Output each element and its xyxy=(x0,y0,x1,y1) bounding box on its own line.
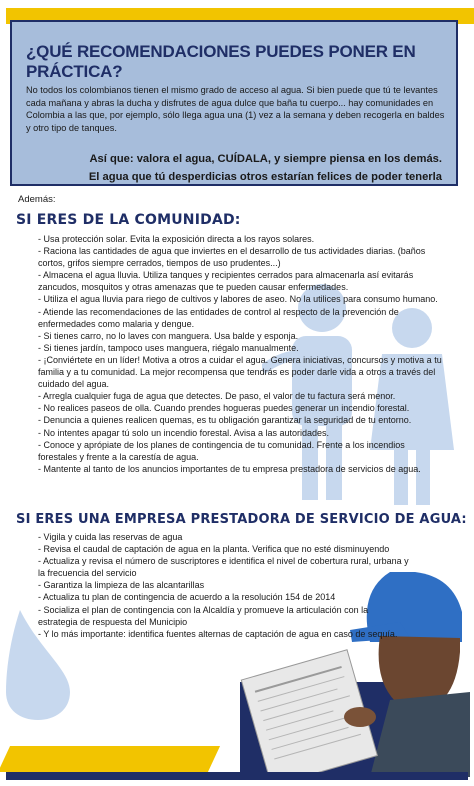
list-item: - Revisa el caudal de captación de agua en la planta. Verifica que no esté disminuyendo xyxy=(38,544,390,555)
list-item: - Denuncia a quienes realicen quemas, es tu obligación garantizar la seguridad de tu entorno. xyxy=(38,415,412,426)
list-item: - Si tienes jardín, tampoco uses manguera, riégalo manualmente. xyxy=(38,342,299,353)
header-paragraph: No todos los colombianos tienen el mismo grado de acceso al agua. Si bien puede que tú te levantes cada mañana y abras la ducha y disfrutes de agua dulce que baña tu cuerpo... hay comunidades en Colombia a las que, por ejemplo, sólo llega agua una (1) vez a la semana y deben recogerla en baldes y otro tipo de tanques. xyxy=(26,85,445,133)
call-line-1: Así que: valora el agua, CUÍDALA, y siempre piensa en los demás. xyxy=(89,153,442,165)
list-item: - Si tienes carro, no lo laves con manguera. Usa balde y esponja. xyxy=(38,330,299,341)
ademas-label: Además: xyxy=(18,194,56,205)
list-item: - Arregla cualquier fuga de agua que detectes. De paso, el valor de tu factura será menor. xyxy=(38,391,396,402)
header-title: ¿QUÉ RECOMENDACIONES PUEDES PONER EN PRÁCTICA? xyxy=(26,42,416,81)
list-item: - No realices paseos de olla. Cuando prendes hogueras puedes generar un incendio forestal. xyxy=(38,403,410,414)
community-list xyxy=(38,233,442,475)
bottom-yellow-stripe xyxy=(0,746,220,772)
list-item: - Vigila y cuida las reservas de agua xyxy=(38,532,183,542)
list-item: - Usa protección solar. Evita la exposición directa a los rayos solares. xyxy=(38,234,315,244)
bottom-navy-stripe xyxy=(6,772,468,780)
list-item: - Mantente al tanto de los anuncios importantes de tu empresa prestadora de servicios de agua. xyxy=(38,463,421,474)
call-line-2: El agua que tú desperdicias otros estarían felices de poder tenerla xyxy=(88,171,442,183)
list-item: - Utiliza el agua lluvia para riego de cultivos y labores de aseo. No la utilices para consumo humano. xyxy=(38,294,438,305)
list-item: - No intentes apagar tú solo un incendio forestal. Avisa a las autoridades. xyxy=(38,427,330,438)
header-box xyxy=(10,20,458,186)
list-item: - Conoce y aprópiate de los planes de contingencia de tu comunidad. Frente a los incendios forestales y frente a la carestía de agua. xyxy=(38,439,405,462)
company-list xyxy=(38,531,410,640)
list-item: - Atiende las recomendaciones de las entidades de control al respecto de la prevención de enfermedades como malaria y dengue. xyxy=(38,306,399,329)
list-item: - ¡Conviértete en un líder! Motiva a otros a cuidar el agua. Genera iniciativas, concursos y motiva a tu familia y a tu comunidad. La mejor recompensa que tendrás es poder darle vida a otros a través del cuidado del agua. xyxy=(38,354,442,390)
list-item: - Almacena el agua lluvia. Utiliza tanques y recipientes cerrados para almacenarla así evitarás zancudos, mosquitos y otras amenazas que te pueden causar enfermedades. xyxy=(38,270,414,293)
list-item: - Y lo más importante: identifica fuentes alternas de captación de agua en caso de sequía. xyxy=(38,628,398,639)
company-section-title: SI ERES UNA EMPRESA PRESTADORA DE SERVICIO DE AGUA: xyxy=(16,512,467,527)
community-section-title: SI ERES DE LA COMUNIDAD: xyxy=(16,212,241,228)
list-item: - Actualiza y revisa el número de suscriptores e identifica el nivel de cobertura rural, urbana y la frecuencia del servicio xyxy=(38,556,409,579)
list-item: - Garantiza la limpieza de las alcantarillas xyxy=(38,580,205,591)
header-call-to-action xyxy=(12,150,442,186)
list-item: - Raciona las cantidades de agua que inviertes en el desarrollo de tus actividades diarias. (baños cortos, grifos siempre cerrados, tiempos de uso prudentes...) xyxy=(38,246,426,269)
list-item: - Actualiza tu plan de contingencia de acuerdo a la resolución 154 de 2014 xyxy=(38,592,336,603)
list-item: - Socializa el plan de contingencia con la Alcaldía y promueve la articulación con la estrategia de respuesta del Municipio xyxy=(38,604,369,627)
